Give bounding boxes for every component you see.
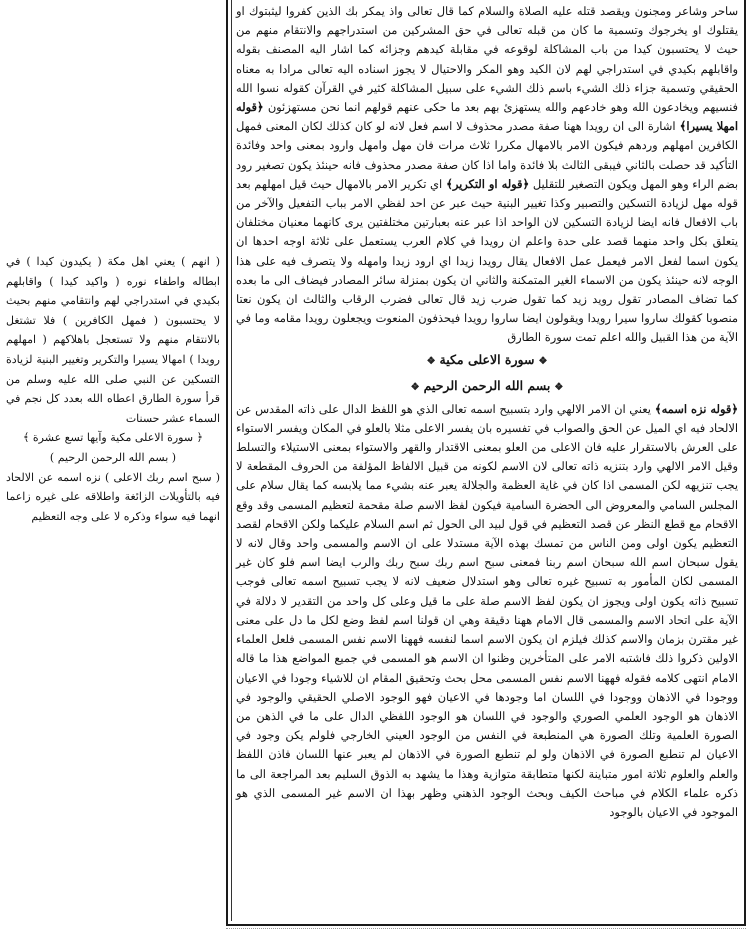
main-commentary-text — [228, 0, 744, 926]
ornament-icon: ❖ — [410, 381, 420, 393]
commentary-paragraph — [236, 400, 738, 822]
ornament-icon: ❖ — [554, 381, 564, 393]
commentary-text: اي تكرير الامر بالامهال حيث قيل امهلهم بعد قوله مهل لزيادة التسكين والتصبير وكذا تغيير البنية حيث عبر عن احد لفظي الامر بباب التفعيل والآخر من باب الافعال فانه ايضا لزيادة التسكين لان الواحد اذا عبر عنه بعبارتين مختلفتين يرى كانهما معنيان مختلفان يتعلق بكل واحد منهما قصد على حدة واعلم ان رويدا في كلام العرب يستعمل على ثلاثة اوجه احدها ان يكون اسما لفعل الامر فيعمل عمل الافعال يقال رويدا زيدا اي ارود زيدا وامهله ولا يتصرف فيه على هذا الوجه لانه حينئذ يكون من الاسماء الغير المتمكنة والثاني ان يكون بمنزلة سائر المصادر فيضاف الى ما بعده كما تضاف المصادر تقول رويد زيد كما تقول ضرب زيد قال تعالى فضرب الرقاب والثالث ان يكون نعتا منصوبا كقولك ساروا سيرا رويدا ويقولون ايضا ساروا رويدا فيحذفون المنعوت ويجعلون رويدا مقامه وما في الآية من هذا القبيل والله اعلم تمت سورة الطارق — [236, 176, 738, 345]
surah-title: ❖سورة الاعلى مكية❖ — [236, 348, 738, 374]
commentary-text: ساحر وشاعر ومجنون ويقصد قتله عليه الصلاة والسلام كما قال تعالى واذ يمكر بك الذين كفروا ليثبتوك او يقتلوك او يخرجوك وتسمية ما كان من قبله تعالى في حق المشركين من استدراجهم والانتقام منهم من حيث لا يحتسبون كيدا من باب المشاكلة لوقوعه في مقابلة كيدهم وجزائه كما اشار اليه المصنف بقوله واقابلهم بكيدي في استدراجي لهم لان الكيد وهو المكر والاحتيال لا يجوز اسناده اليه تعالى مرادا به معناه الحقيقي وتسمية جزاء ذلك الشيء باسم ذلك الشيء على سبيل المشاكلة كثير في القرآن كقوله نسوا الله فنسيهم ويخادعون الله وهو خادعهم والله يستهزئ بهم بعد ما حكى عنهم قولهم انما نحن مستهزئون — [236, 4, 738, 115]
ornament-icon: ❖ — [426, 355, 436, 367]
commentary-text: يعني ان الامر الالهي وارد بتسبيح اسمه تعالى الذي هو اللفظ الدال على ذاته المقدس عن الالحاد فيه اي الميل عن الحق والصواب في تفسيره بان يفسر الاعلى مثلا بالعلو في المكان ويفسر الاستواء على العرش بالاستقرار عليه فان الاعلى من العلو بمعنى الاقتدار والقهر والاستواء بمعنى الاستيلاء والتسلط وقيل الامر الالهي وارد بتنزيه ذاته تعالى لان الاسم لكونه من قبيل الالفاظ المؤلفة من الحروف المقطعة لا يجب تنزيهه لكن المسمى اذا كان في غاية العظمة والجلالة يعبر عنه بشيء مما يلابسه كما يقال سلام على المجلس السامي والمعروض الى الحضرة السامية فيكون لفظ الاسم صلة مقحمة لتعظيم المسمى وقد وقع الاقحام مع قطع النظر عن قصد التعظيم في قول لبيد الى الحول ثم اسم السلام عليكما ولكن الاقحام لقصد التعظيم يكون اولى ومن الناس من تمسك بهذه الآية مستدلا على ان الاسم والمسمى واحد وقال لانه لا يقول سبحان اسم الله سبحان اسم ربنا فمعنى سبح اسم ربك سبح ربك والرب ايضا اسم فلو كان غير المسمى لكان المأمور به تسبيح غيره تعالى وهو استدلال ضعيف لانه لا يجب تسبيح اسمه تعالى فوجب تسبيح ذاته يكون اولى ويجوز ان يكون لفظ الاسم صلة على ما قيل وعلى كل واحد من التقدير لا دلالة في الآية على اتحاد الاسم والمسمى قال الامام ههنا دقيقة وهي ان قولنا اسم لفظ وضع لكل ما دل على معنى غير مقترن بزمان والاسم كذلك فيلزم ان يكون الاسم اسما لنفسه فههنا الاسم نفس المسمى فلعل العلماء الاولين ذكروا ذلك فاشتبه الامر على المتأخرين وظنوا ان الاسم هو المسمى في جميع المواضع هذا ما قاله الامام انتهى كلامه فقوله فههنا الاسم نفس المسمى محل بحث وتحقيق المقام ان للاشياء وجودا في الاعيان ووجودا في الاذهان ووجودا في اللسان اما وجودها في الاعيان فهو الوجود الاصلي الحقيقي والوجود في الاذهان هو الوجود العلمي الصوري والوجود في اللسان هو الوجود اللفظي الدال على ما في الذهن من الصورة العلمية وتلك الصورة هي المنطبعة في النفس من الوجود العيني الخارجي فلولم يكن وجود في الاعيان لم تنطبع الصورة في الاذهان ولو لم تنطبع الصورة في الاذهان لم يعبر عنها اللسان فاذن اللفظ والعلم والعلوم ثلاثة امور متباينة لكنها متطابقة متوازية وهذا ما يشهد به الذوق السليم بعد المراجعة الى ما ذكره علماء الكلام في مباحث الكيف وبحث الوجود الذهني وظهر بهذا ان الاسم غير المسمى الذي هو الموجود في الاعيان بالوجود — [236, 401, 738, 819]
basmala: ❖بسم الله الرحمن الرحيم❖ — [236, 374, 738, 400]
ornament-icon: ❖ — [538, 355, 548, 367]
verse-heading: ﴿قوله او التكرير﴾ — [442, 176, 530, 191]
gloss-text: ( انهم ) يعني اهل مكة ( يكيدون كيدا ) في ابطاله واطفاء نوره ( واكيد كيدا ) واقابلهم بكيدي في استدراجي لهم وانتقامي منهم بحيث لا يحتسبون ( فمهل الكافرين ) فلا تشتغل بالانتقام منهم ولا تستعجل باهلاكهم ( امهلهم رويدا ) امهالا يسيرا والتكرير وتغيير البنية لزيادة التسكين عن النبي صلى الله عليه وسلم من قرأ سورة الطارق اعطاه الله بعدد كل نجم في السماء عشر حسنات — [6, 255, 220, 425]
verse-heading: ﴿قوله امهلا يسيرا﴾ — [236, 100, 739, 134]
verse-heading: ﴿قوله نزه اسمه﴾ — [650, 401, 738, 416]
main-commentary-frame — [226, 0, 746, 926]
margin-gloss — [6, 252, 220, 523]
gloss-basmala: ( بسم الله الرحمن الرحيم ) — [49, 450, 177, 464]
commentary-paragraph — [236, 2, 738, 348]
gloss-text: ( سبح اسم ربك الاعلى ) نزه اسمه عن الالحاد فيه بالتأويلات الزائغة واطلاقه على غيره زاعما انهما فيه سواء وذكره لا على وجه التعظيم — [6, 470, 220, 523]
bottom-rule — [226, 928, 746, 932]
commentary-text: اشارة الى ان رويدا ههنا صفة مصدر محذوف لا اسم فعل لانه لو كان كذلك لكان المعنى فمهل الكافرين امهلهم وردهم فيكون الامر بالامهال مكررا ثلاث مرات فان مهل وامهل وارود بمعنى واحد وفائدة التأكيد قد حصلت بالثاني فيبقى الثالث بلا فائدة واما اذا كان صفة مصدر محذوف فانه حينئذ يكون تصغير رود بضم الراء وهو المهل ويكون التصغير للتقليل — [236, 119, 739, 191]
gloss-surah-title: ﴿ سورة الاعلى مكية وآيها تسع عشرة ﴾ — [22, 431, 204, 445]
